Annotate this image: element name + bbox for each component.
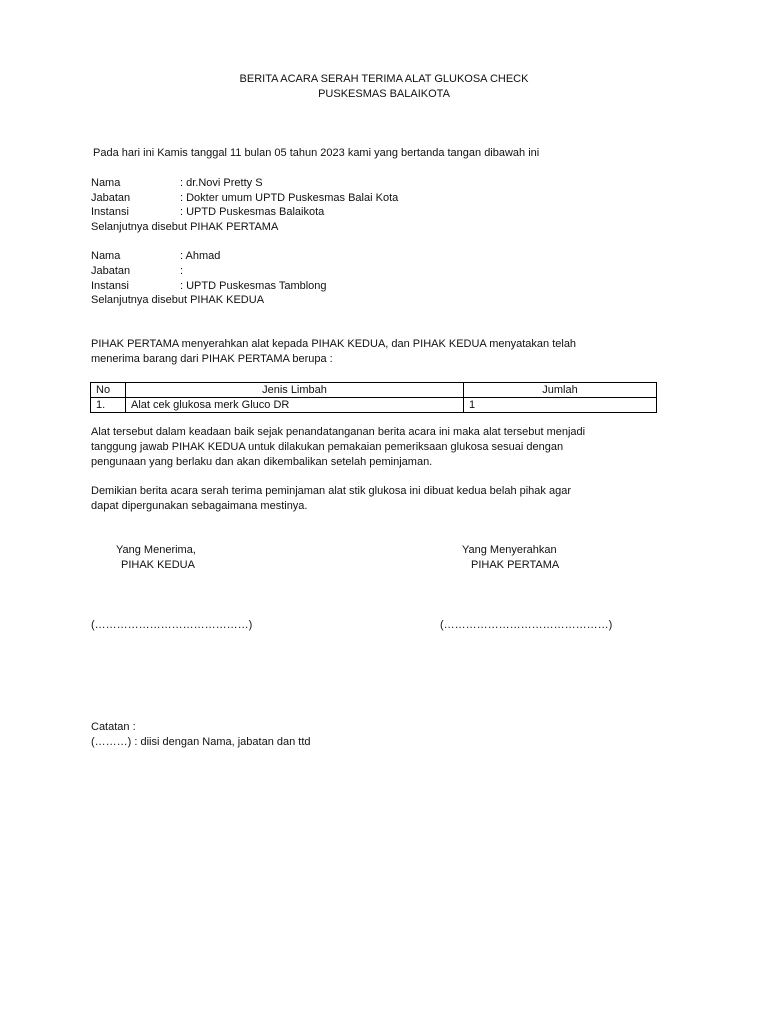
intro-paragraph: Pada hari ini Kamis tanggal 11 bulan 05 tahun 2023 kami yang bertanda tangan dibawah ini	[93, 147, 540, 159]
statement-line-2: menerima barang dari PIHAK PERTAMA berupa :	[91, 353, 333, 365]
column-header-no: No	[91, 383, 126, 398]
party1-instansi-value: : UPTD Puskesmas Balaikota	[180, 206, 325, 218]
document-subtitle: PUSKESMAS BALAIKOTA	[318, 88, 450, 100]
column-header-jumlah: Jumlah	[464, 383, 657, 398]
note-label: Catatan :	[91, 721, 136, 733]
party1-jabatan-label: Jabatan	[91, 192, 131, 204]
party1-instansi-label: Instansi	[91, 206, 129, 218]
party2-instansi-label: Instansi	[91, 280, 129, 292]
giver-party: PIHAK PERTAMA	[471, 559, 560, 571]
party2-jabatan-value: :	[180, 265, 184, 277]
party1-nama-value: : dr.Novi Pretty S	[180, 177, 263, 189]
party1-closing: Selanjutnya disebut PIHAK PERTAMA	[91, 221, 279, 233]
table-header-row	[91, 383, 657, 398]
closing-line-2: dapat dipergunakan sebagaimana mestinya.	[91, 500, 308, 512]
document-title: BERITA ACARA SERAH TERIMA ALAT GLUKOSA CHECK	[239, 73, 529, 85]
giver-signature-blank: (………………………………………)	[440, 619, 613, 631]
note-text: (………) : diisi dengan Nama, jabatan dan ttd	[91, 736, 311, 748]
receiver-party: PIHAK KEDUA	[121, 559, 195, 571]
cell-jenis-limbah: Alat cek glukosa merk Gluco DR	[126, 398, 464, 413]
table-row	[91, 398, 657, 413]
party1-jabatan-value: : Dokter umum UPTD Puskesmas Balai Kota	[180, 192, 399, 204]
column-header-jenis-limbah: Jenis Limbah	[126, 383, 464, 398]
statement-line-1: PIHAK PERTAMA menyerahkan alat kepada PIHAK KEDUA, dan PIHAK KEDUA menyatakan telah	[91, 338, 577, 350]
party2-nama-label: Nama	[91, 250, 121, 262]
party1-nama-label: Nama	[91, 177, 121, 189]
receiver-role: Yang Menerima,	[116, 544, 196, 556]
giver-role: Yang Menyerahkan	[462, 544, 557, 556]
condition-line-2: tanggung jawab PIHAK KEDUA untuk dilakukan pemakaian pemeriksaan glukosa sesuai dengan	[91, 441, 564, 453]
party2-jabatan-label: Jabatan	[91, 265, 131, 277]
items-table	[90, 382, 657, 413]
party2-nama-value: : Ahmad	[180, 250, 221, 262]
cell-no: 1.	[91, 398, 126, 413]
receiver-signature-blank: (……………………………………)	[91, 619, 253, 631]
condition-line-3: pengunaan yang berlaku dan akan dikembalikan setelah peminjaman.	[91, 456, 433, 468]
party2-closing: Selanjutnya disebut PIHAK KEDUA	[91, 294, 265, 306]
condition-line-1: Alat tersebut dalam keadaan baik sejak penandatanganan berita acara ini maka alat tersebut menjadi	[91, 426, 586, 438]
party2-instansi-value: : UPTD Puskesmas Tamblong	[180, 280, 327, 292]
cell-jumlah: 1	[464, 398, 657, 413]
closing-line-1: Demikian berita acara serah terima peminjaman alat stik glukosa ini dibuat kedua belah pihak agar	[91, 485, 571, 497]
